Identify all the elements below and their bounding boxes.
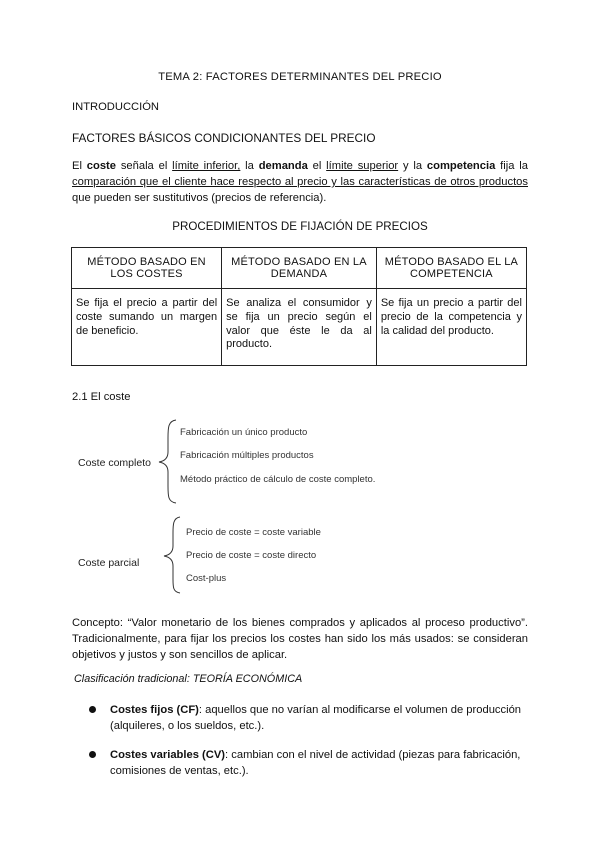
bullet-icon bbox=[89, 751, 96, 758]
document-title: TEMA 2: FACTORES DETERMINANTES DEL PRECIO bbox=[158, 71, 442, 83]
header-demanda: MÉTODO BASADO EN LA DEMANDA bbox=[222, 248, 377, 289]
coste-parcial-label: Coste parcial bbox=[78, 557, 140, 569]
bullet-text: : aquellos que no varían al modificarse el volumen de producción (alquileres, o los sueldos, etc.). bbox=[110, 704, 522, 732]
cell-competencia: Se fija un precio a partir del precio de la competencia y la calidad del producto. bbox=[376, 289, 526, 366]
list-item bbox=[72, 702, 530, 734]
term-coste: coste bbox=[86, 160, 116, 172]
list-item: Cost-plus bbox=[186, 573, 227, 584]
bullet-icon bbox=[89, 706, 96, 713]
table-row bbox=[72, 289, 527, 366]
list-item: Precio de coste = coste directo bbox=[186, 550, 317, 561]
term-competencia: competencia bbox=[426, 160, 496, 172]
brace-coste-parcial bbox=[160, 515, 184, 595]
bullet-term: Costes fijos (CF) bbox=[110, 704, 199, 716]
brace-coste-completo bbox=[156, 418, 180, 504]
list-item: Precio de coste = coste variable bbox=[186, 527, 321, 538]
factores-heading: FACTORES BÁSICOS CONDICIONANTES DEL PRECIO bbox=[72, 131, 376, 145]
concepto-paragraph: Concepto: “Valor monetario de los bienes comprados y aplicados al proceso productivo”. Tradicionalmente, para fijar los precios los costes han sido los más usados: se consideran objetivos y justos y son sencillos de aplicar. bbox=[72, 617, 528, 661]
table-header-row bbox=[72, 248, 527, 289]
procedimientos-heading: PROCEDIMIENTOS DE FIJACIÓN DE PRECIOS bbox=[172, 220, 428, 233]
clasificacion-heading: Clasificación tradicional: TEORÍA ECONÓMICA bbox=[74, 673, 303, 685]
text-run: fija la bbox=[495, 160, 528, 172]
cell-costes: Se fija el precio a partir del coste sumando un margen de beneficio. bbox=[72, 289, 222, 366]
text-run: la bbox=[240, 160, 259, 172]
header-competencia: MÉTODO BASADO EL LA COMPETENCIA bbox=[376, 248, 526, 289]
term-demanda: demanda bbox=[258, 160, 308, 172]
costes-bullet-list bbox=[72, 702, 530, 779]
list-item: Método práctico de cálculo de coste completo. bbox=[180, 474, 376, 485]
list-item bbox=[72, 747, 530, 779]
term-comparacion: comparación que el cliente hace respecto al precio y las características de otros productos bbox=[72, 176, 528, 188]
term-limite-superior: límite superior bbox=[326, 160, 399, 172]
intro-heading: INTRODUCCIÓN bbox=[72, 101, 160, 113]
text-run: el bbox=[307, 160, 327, 172]
section-coste-heading: 2.1 El coste bbox=[72, 391, 131, 403]
list-item: Fabricación múltiples productos bbox=[180, 450, 314, 461]
list-item: Fabricación un único producto bbox=[180, 427, 308, 438]
text-run: y la bbox=[398, 160, 427, 172]
intro-paragraph bbox=[72, 158, 528, 206]
term-limite-inferior: límite inferior, bbox=[172, 160, 241, 172]
methods-table bbox=[71, 247, 527, 366]
text-run: señala el bbox=[116, 160, 173, 172]
text-run: que pueden ser sustitutivos (precios de referencia). bbox=[72, 192, 327, 204]
text-run: El bbox=[72, 160, 87, 172]
cell-demanda: Se analiza el consumidor y se fija un precio según el valor que éste le da al producto. bbox=[222, 289, 377, 366]
coste-completo-label: Coste completo bbox=[78, 457, 151, 469]
bullet-term: Costes variables (CV) bbox=[110, 749, 226, 761]
header-costes: MÉTODO BASADO EN LOS COSTES bbox=[72, 248, 222, 289]
bullet-text: : cambian con el nivel de actividad (piezas para fabricación, comisiones de ventas, etc.). bbox=[110, 749, 521, 777]
